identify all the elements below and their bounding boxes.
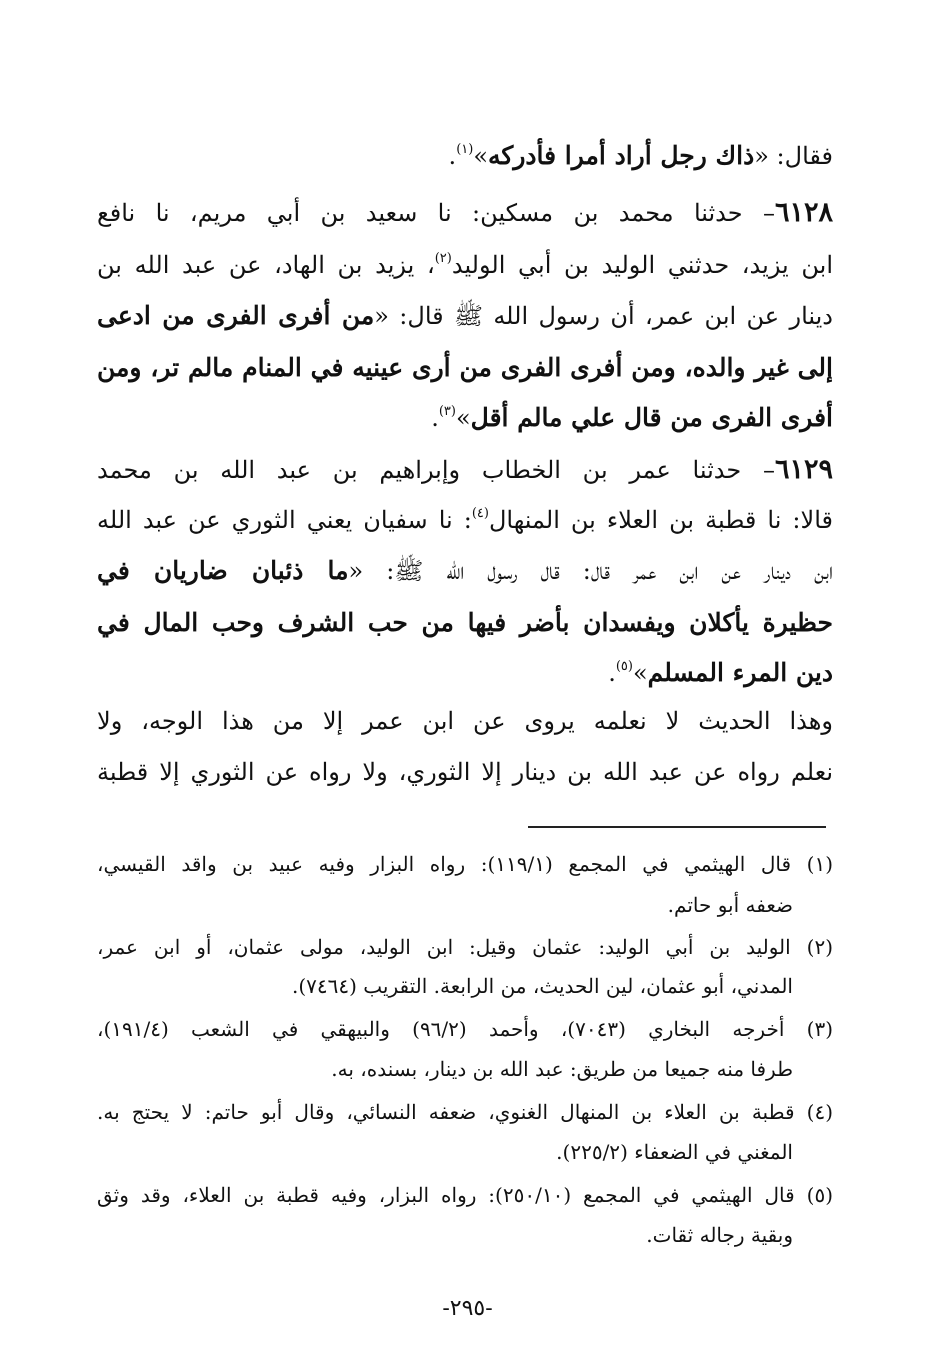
hadith-6128-line-5: أفرى الفرى من قال علي مالم أقل»$^{(٣)}$. bbox=[431, 403, 833, 432]
footnote-ref-4: (٤) bbox=[471, 506, 489, 521]
footnote-ref-1: (١) bbox=[456, 142, 474, 157]
footnote-4-line-1: (٤) قطبة بن العلاء بن المنهال الغنوي، ضعفه النسائي، وقال أبو حاتم: لا يحتج به. bbox=[97, 1100, 833, 1124]
hadith-6129-line-3: ابن دينار عن ابن عمر قال: قال رسول الله ﷺ: «ما ذئبان ضاريان في bbox=[97, 556, 833, 585]
footnote-5-line-2: وبقية رجاله ثقات. bbox=[646, 1223, 793, 1247]
hadith-number-6128: ٦١٢٨ bbox=[774, 197, 833, 228]
commentary-line-1: وهذا الحديث لا نعلمه يروى عن ابن عمر إلا من هذا الوجه، ولا bbox=[97, 707, 833, 735]
footnote-ref-2: (٢) bbox=[434, 251, 452, 266]
hadith-6129-line-5: دين المرء المسلم»$^{(٥)}$. bbox=[608, 658, 833, 687]
footnote-separator bbox=[528, 826, 826, 828]
footnote-3-line-1: (٣) أخرجه البخاري (٧٠٤٣)، وأحمد (٩٦/٢) والبيهقي في الشعب (١٩١/٤)، bbox=[97, 1017, 833, 1041]
hadith-6129-line-2: قالا: نا قطبة بن العلاء بن المنهال$^{(٤)}$: نا سفيان يعني الثوري عن عبد الله bbox=[97, 506, 833, 534]
hadith-6128-line-4: إلى غير والده، ومن أفرى الفرى من أرى عينيه في المنام مالم تر، ومن bbox=[97, 353, 833, 382]
footnote-1-line-1: (١) قال الهيثمي في المجمع (١١٩/١): رواه البزار وفيه عبيد بن واقد القيسي، bbox=[97, 852, 833, 876]
footnote-5-line-1: (٥) قال الهيثمي في المجمع (٢٥٠/١٠): رواه البزار، وفيه قطبة بن العلاء، وقد وثق bbox=[97, 1183, 833, 1207]
hadith-6128-line-2: ابن يزيد، حدثني الوليد بن أبي الوليد$^{(٢)}$، يزيد بن الهاد، عن عبد الله بن bbox=[97, 251, 833, 279]
footnote-2-line-2: المدني، أبو عثمان، لين الحديث، من الرابعة. التقريب (٧٤٦٤). bbox=[291, 974, 793, 998]
hadith-6128-line-3: دينار عن ابن عمر، أن رسول الله ﷺ قال: «من أفرى الفرى من ادعى bbox=[97, 301, 833, 330]
body-line-1: فقال: «ذاك رجل أراد أمرا فأدركه»$^{(١)}$. bbox=[448, 141, 833, 170]
hadith-6129-line-4: حظيرة يأكلان ويفسدان بأضر فيها من حب الشرف وحب المال في bbox=[97, 608, 833, 637]
hadith-6129-line-1: ٦١٢٩– حدثنا عمر بن الخطاب وإبراهيم بن عبد الله بن محمد bbox=[97, 454, 833, 485]
hadith-number-6129: ٦١٢٩ bbox=[774, 454, 833, 485]
hadith-6128-line-1: ٦١٢٨– حدثنا محمد بن مسكين: نا سعيد بن أبي مريم، نا نافع bbox=[97, 197, 833, 228]
commentary-line-2: نعلم رواه عن عبد الله بن دينار إلا الثوري، ولا رواه عن الثوري إلا قطبة bbox=[97, 758, 833, 786]
footnote-4-line-2: المغني في الضعفاء (٢٢٥/٢). bbox=[556, 1140, 793, 1164]
footnote-ref-5: (٥) bbox=[615, 659, 633, 674]
page-number: -٢٩٥- bbox=[442, 1296, 493, 1321]
footnote-2-line-1: (٢) الوليد بن أبي الوليد: عثمان وقيل: ابن الوليد، مولى عثمان، أو ابن عمر، bbox=[97, 935, 833, 959]
footnote-1-line-2: ضعفه أبو حاتم. bbox=[667, 893, 793, 917]
footnote-ref-3: (٣) bbox=[438, 404, 456, 419]
footnote-3-line-2: طرفا منه جميعا من طريق: عبد الله بن دينار، بسنده، به. bbox=[331, 1057, 793, 1081]
